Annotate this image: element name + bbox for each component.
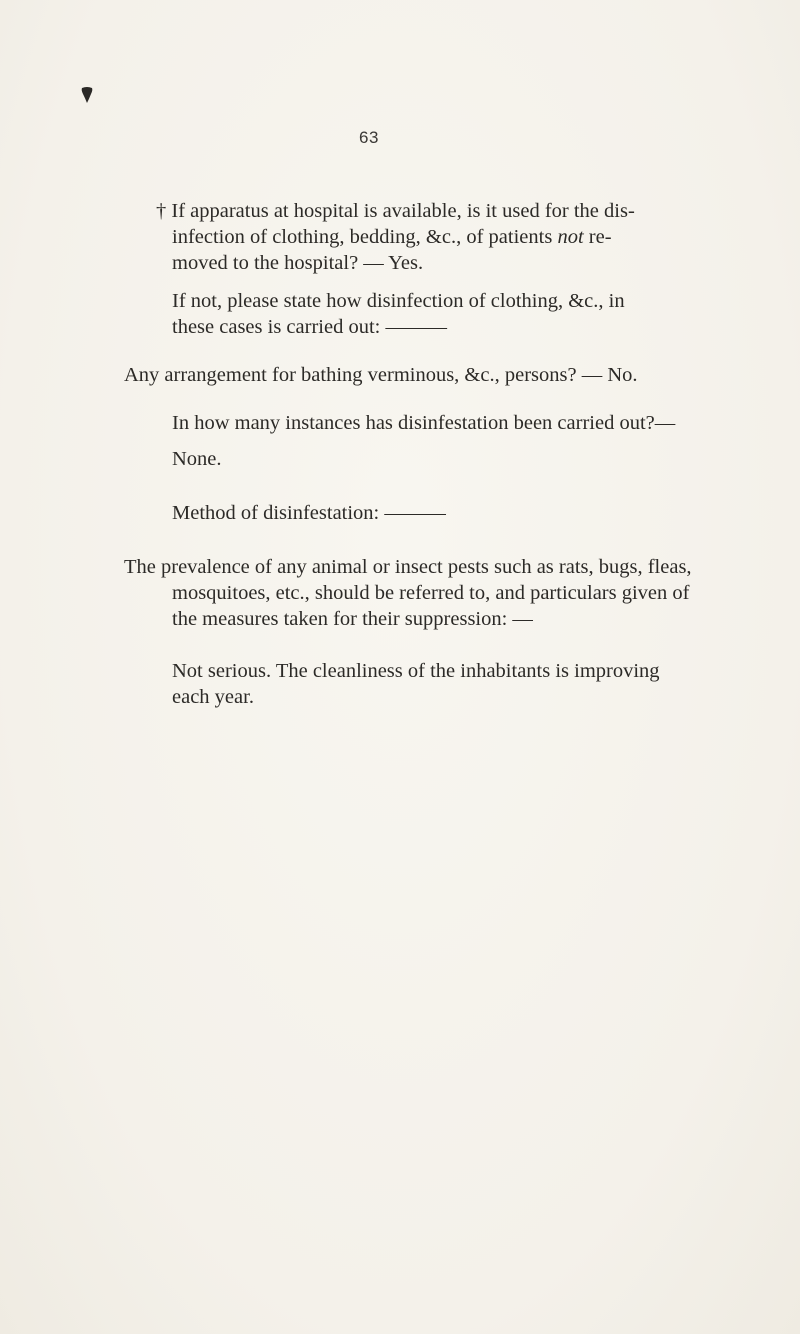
q4-answer: None.: [172, 448, 222, 470]
q5-line: Method of disinfestation: ———: [172, 502, 446, 524]
q1-line-2b: re-: [583, 226, 612, 248]
q1-line-1: † If apparatus at hospital is available, is it used for the dis-: [156, 200, 635, 222]
q1-line-2-italic: not: [557, 226, 584, 248]
q2-line-2: these cases is carried out: ———: [172, 316, 447, 338]
question-disinfestation-instances: [172, 410, 675, 436]
question-hospital-apparatus: [156, 198, 635, 276]
answer-disinfestation-instances: [172, 446, 222, 472]
answer-pests-prevalence: [124, 658, 660, 710]
answer6-line-1: Not serious. The cleanliness of the inhabitants is improving: [172, 660, 660, 682]
ink-blot-icon: [80, 86, 94, 104]
q3-line: Any arrangement for bathing verminous, &c., persons? — No.: [124, 364, 638, 386]
page-number: 63: [359, 128, 379, 147]
q1-line-2a: infection of clothing, bedding, &c., of patients: [172, 226, 558, 248]
question-disinfection-method: [172, 288, 625, 340]
q6-line-2: mosquitoes, etc., should be referred to, and particulars given of: [172, 582, 690, 604]
q1-line-3: moved to the hospital? — Yes.: [172, 252, 424, 274]
question-pests-prevalence: [124, 554, 692, 632]
question-disinfestation-method: [172, 500, 446, 526]
q6-line-3: the measures taken for their suppression: —: [172, 608, 533, 630]
answer6-line-2: each year.: [172, 686, 254, 708]
q4-line: In how many instances has disinfestation been carried out?—: [172, 412, 676, 434]
q6-line-1: The prevalence of any animal or insect pests such as rats, bugs, fleas,: [124, 556, 692, 578]
question-bathing-arrangement: [124, 362, 638, 388]
q2-line-1: If not, please state how disinfection of clothing, &c., in: [172, 290, 625, 312]
